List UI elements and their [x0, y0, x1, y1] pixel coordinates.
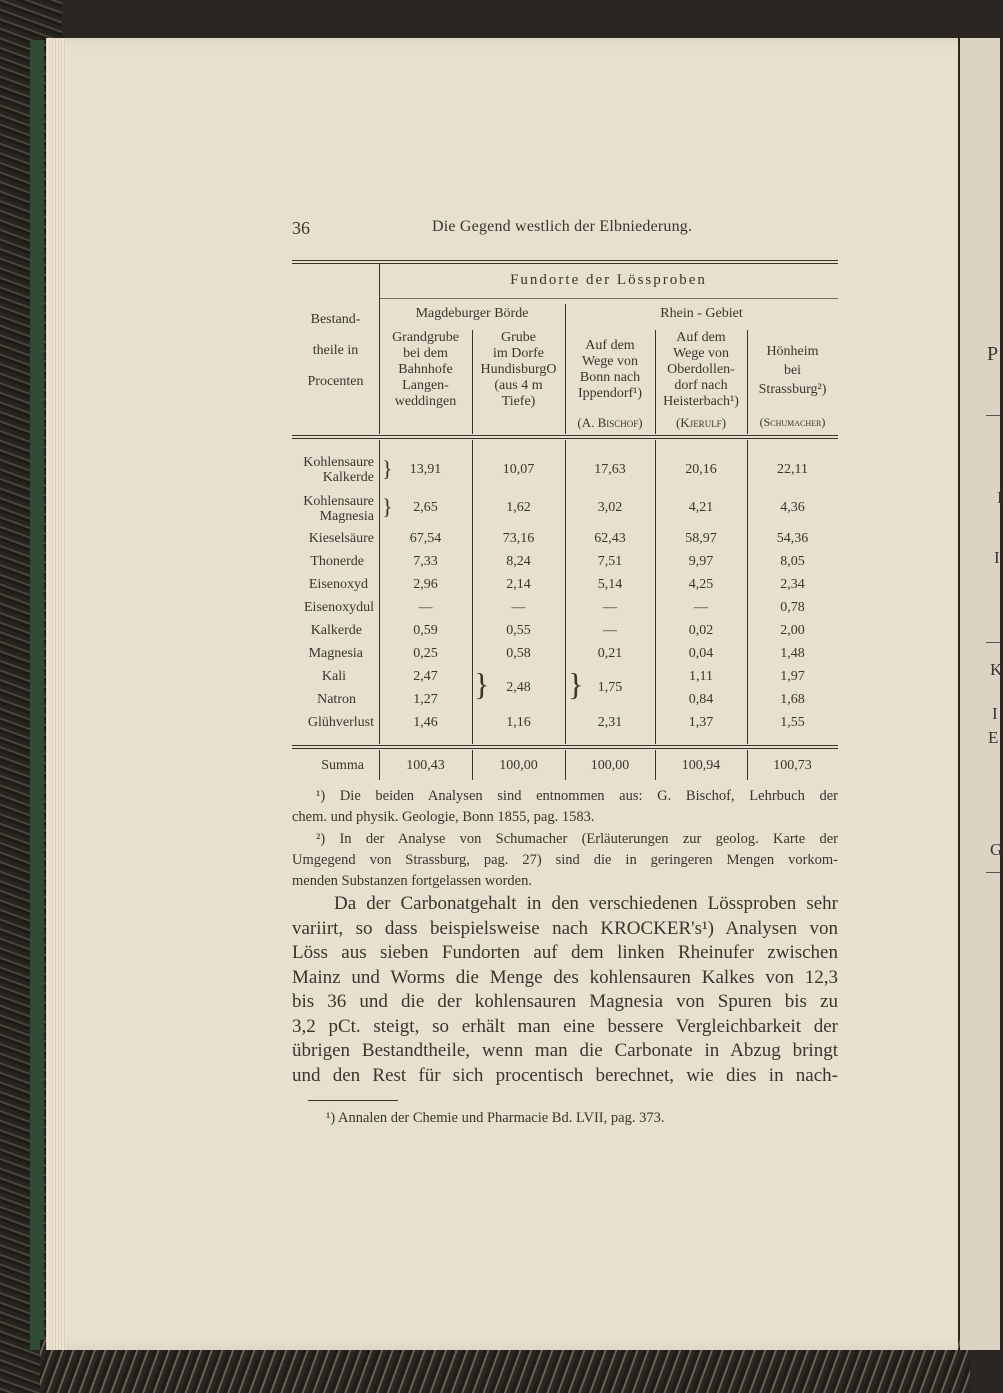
- summa-label: Summa: [321, 758, 364, 773]
- summa-cell: 100,43: [406, 758, 445, 773]
- column-header: Hönheim bei Strassburg²): [758, 344, 827, 397]
- body-paragraph: Da der Carbonatgehalt in den verschiedenen Lössproben sehr variirt, so dass beispielsweise nach KROCKER's¹) Analysen von Löss aus sieben Fundorten auf dem linken Rheinufer zwischen Mainz und Worms die Menge des kohlensauren Kalkes von 12,3 bis 36 und die der kohlensauren Magnesia von Spuren bis zu 3,2 pCt. steigt, so erhält man eine bessere Vergleichbarkeit der übrigen Bestandtheile, wenn man die Carbonate in Abzug bringt und den Rest für sich procentisch berechnet, wie dies in nach-: [292, 893, 838, 1086]
- table-cell: 1,55: [780, 715, 805, 730]
- table-cell: 17,63: [594, 462, 626, 477]
- table-cell: 67,54: [409, 531, 442, 546]
- table-cell: 22,11: [777, 462, 808, 477]
- summa-cell: 100,94: [681, 758, 721, 773]
- table-cell: 8,24: [506, 554, 531, 569]
- table-cell: 2,14: [506, 577, 531, 592]
- next-page-letter: E: [988, 728, 999, 747]
- table-cell: 0,58: [506, 646, 531, 661]
- table-cell: 73,16: [502, 531, 535, 546]
- table-cell: 0,78: [780, 600, 805, 615]
- table-cell-merged: 2,48: [506, 680, 531, 695]
- row-label: Kalkerde: [310, 623, 362, 638]
- table-cell: 0,21: [597, 646, 623, 661]
- row-label: Natron: [317, 692, 356, 707]
- column-source: (Schumacher): [759, 415, 826, 429]
- table-cell: 20,16: [685, 462, 717, 477]
- table-cell: 4,21: [688, 500, 714, 515]
- table-cell: 0,25: [413, 646, 438, 661]
- table-cell: 54,36: [776, 531, 809, 546]
- group-header-rhein: Rhein - Gebiet: [660, 306, 743, 321]
- column-source: (Kjerulf): [675, 415, 727, 430]
- row-label: Thonerde: [310, 554, 364, 569]
- table-cell: 5,14: [597, 577, 623, 592]
- table-cell: 1,37: [688, 715, 714, 730]
- row-label: Eisenoxydul: [304, 600, 374, 615]
- table-footnote-1: ¹) Die beiden Analysen sind entnommen aus: G. Bischof, Lehrbuch der chem. und physik. Geologie, Bonn 1855, pag. 1583.: [292, 788, 838, 825]
- column-header: Auf dem Wege von Oberdollen- dorf nach Heisterbach¹): [663, 330, 739, 409]
- table-cell: 1,97: [780, 669, 805, 684]
- table-cell: 0,55: [506, 623, 531, 638]
- table-cell: 1,27: [413, 692, 438, 707]
- table-cell: 7,33: [413, 554, 438, 569]
- next-page-letter: P: [987, 343, 999, 365]
- table-cell: 1,48: [780, 646, 805, 661]
- table-cell: —: [418, 600, 433, 615]
- row-header-line: theile in: [312, 343, 359, 358]
- table-cell: 0,02: [688, 623, 714, 638]
- table-cell: 13,91: [409, 462, 442, 477]
- table-cell: 1,68: [780, 692, 805, 707]
- next-page-letter: G: [990, 840, 1003, 859]
- row-label: Kohlensaure Kalkerde: [303, 455, 374, 485]
- table-cell: 1,16: [506, 715, 531, 730]
- brace: }: [474, 666, 490, 702]
- bottom-footnote: ¹) Annalen der Chemie und Pharmacie Bd. LVII, pag. 373.: [326, 1110, 665, 1126]
- table-cell: 2,00: [780, 623, 805, 638]
- table-cell-merged: 1,75: [597, 680, 623, 695]
- cover-edge: [30, 40, 44, 1350]
- table-cell: 0,59: [413, 623, 438, 638]
- table-cell: —: [511, 600, 526, 615]
- table-cell: 0,04: [688, 646, 714, 661]
- page-number: 36: [292, 218, 310, 238]
- row-label: Kieselsäure: [308, 531, 374, 546]
- table-cell: 2,65: [413, 500, 438, 515]
- summa-cell: 100,00: [590, 758, 630, 773]
- row-header-line: Bestand-: [310, 312, 361, 327]
- table-cell: 3,02: [597, 500, 623, 515]
- column-source: (A. Bischof): [577, 415, 643, 430]
- next-page-edge: [960, 38, 1003, 1350]
- next-page-letter: I: [992, 704, 998, 723]
- row-label: Kali: [321, 669, 346, 684]
- super-header: Fundorte der Lössproben: [510, 272, 707, 288]
- table-cell: 10,07: [502, 462, 535, 477]
- row-label: Kohlensaure Magnesia: [303, 494, 374, 524]
- table-footnote-2: ²) In der Analyse von Schumacher (Erläuterungen zur geolog. Karte der Umgegend von Strassburg, pag. 27) sind die in geringeren Mengen vorkom- menden Substanzen fortgelassen worden.: [292, 831, 838, 889]
- table-cell: 0,84: [688, 692, 714, 707]
- table-cell: 2,47: [413, 669, 438, 684]
- table-cell: 58,97: [685, 531, 717, 546]
- table-cell: 2,31: [597, 715, 623, 730]
- table-cell: 1,11: [689, 669, 713, 684]
- row-label: Glühverlust: [307, 715, 374, 730]
- table-cell: —: [694, 600, 708, 615]
- brace: }: [382, 494, 393, 519]
- row-label: Eisenoxyd: [308, 577, 368, 592]
- summa-cell: 100,00: [499, 758, 538, 773]
- table-cell: 7,51: [597, 554, 623, 569]
- table-cell: 9,97: [688, 554, 714, 569]
- table-cell: 4,36: [780, 500, 805, 515]
- table-cell: 8,05: [780, 554, 805, 569]
- table-cell: —: [603, 623, 617, 638]
- table-cell: 2,34: [780, 577, 805, 592]
- next-page-letter: I: [994, 548, 1000, 567]
- analysis-table: [292, 260, 838, 780]
- table-cell: 2,96: [413, 577, 438, 592]
- row-label: Magnesia: [308, 646, 363, 661]
- table-cell: 62,43: [594, 531, 626, 546]
- brace: }: [382, 456, 393, 481]
- next-page-letter: I: [997, 488, 1003, 507]
- table-cell: 4,25: [688, 577, 714, 592]
- column-header: Grube im Dorfe HundisburgO (aus 4 m Tiefe): [480, 330, 557, 409]
- next-page-letter: K: [990, 660, 1003, 679]
- running-title: Die Gegend westlich der Elbniederung.: [432, 218, 693, 235]
- summa-cell: 100,73: [773, 758, 812, 773]
- table-cell: 1,46: [413, 715, 438, 730]
- brace: }: [568, 666, 584, 702]
- row-header-line: Procenten: [307, 374, 364, 389]
- column-header: Auf dem Wege von Bonn nach Ippendorf¹): [577, 338, 643, 401]
- footnote-rule: [308, 1100, 398, 1101]
- page-edges: [46, 38, 66, 1350]
- table-cell: —: [603, 600, 617, 615]
- column-header: Grandgrube bei dem Bahnhofe Langen- weddingen: [392, 330, 459, 409]
- group-header-magdeburg: Magdeburger Börde: [415, 306, 529, 321]
- running-head: [292, 218, 838, 240]
- table-cell: 1,62: [506, 500, 531, 515]
